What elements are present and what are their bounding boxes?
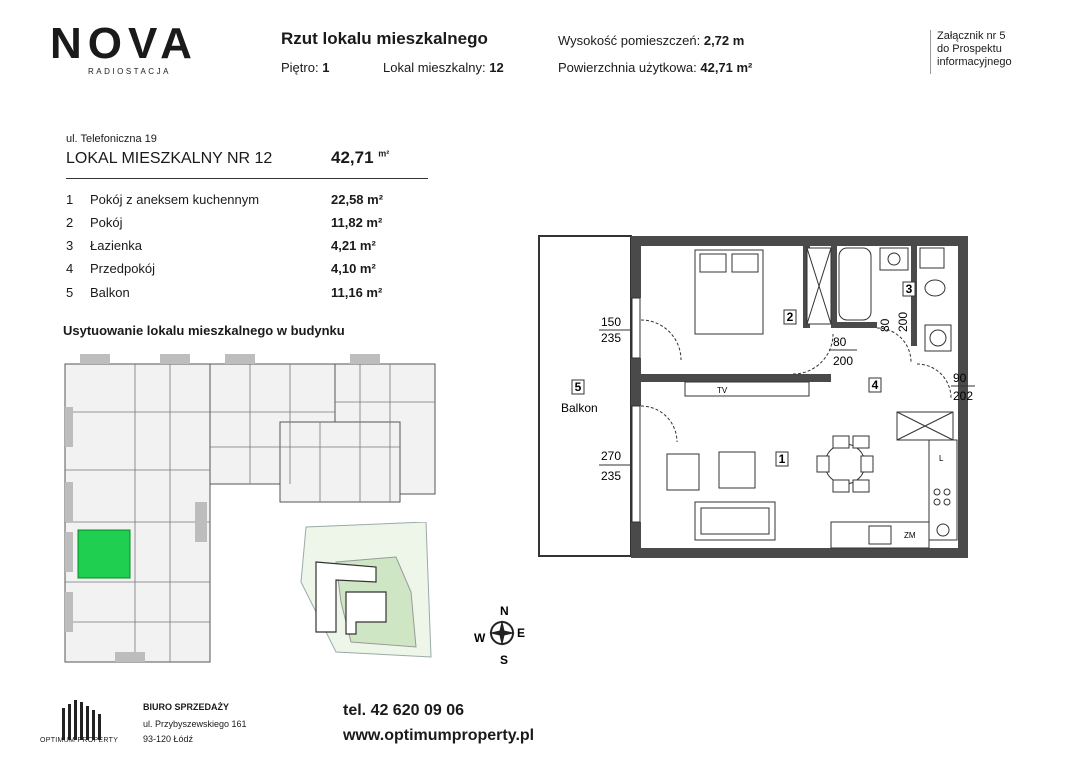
room-row: 2 Pokój 11,82 m² — [66, 215, 383, 230]
room-label-4: 4 — [871, 378, 879, 392]
floor-info: Piętro: 1 — [281, 60, 330, 75]
street-address: ul. Telefoniczna 19 — [66, 133, 157, 145]
window-dim-bottom: 235 — [601, 331, 622, 345]
entry-dim-bottom: 202 — [953, 389, 974, 403]
room-label-5: 5 — [574, 380, 582, 394]
highlighted-unit — [78, 530, 130, 578]
window-dim-top: 150 — [601, 315, 622, 329]
room-label-2: 2 — [786, 310, 794, 324]
door-dim-top: 80 — [833, 335, 847, 349]
window2-dim-top: 270 — [601, 449, 622, 463]
compass-e: E — [517, 626, 526, 640]
optimum-logo-text: OPTIMUM PROPERTY — [40, 737, 119, 744]
compass-w: W — [474, 631, 486, 645]
tv-label: TV — [717, 386, 728, 395]
bath-door-dim-bottom: 200 — [896, 311, 910, 332]
phone-number[interactable]: tel. 42 620 09 06 — [343, 702, 464, 719]
divider — [66, 178, 428, 179]
website-link[interactable]: www.optimumproperty.pl — [343, 727, 535, 744]
compass-s: S — [500, 653, 509, 667]
balcony-outline — [539, 236, 631, 556]
sales-office-address: ul. Przybyszewskiego 161 93-120 Łódź — [143, 719, 247, 744]
room-label-3: 3 — [905, 282, 913, 296]
optimum-logo-icon — [52, 700, 112, 740]
room-row: 3 Łazienka 4,21 m² — [66, 238, 376, 253]
room-row: 5 Balkon 11,16 m² — [66, 285, 383, 300]
ceiling-height-info: Wysokość pomieszczeń: 2,72 m — [558, 33, 745, 48]
window2-dim-bottom: 235 — [601, 469, 622, 483]
floor-plan — [535, 230, 975, 570]
fridge-label: L — [939, 454, 944, 463]
unit-title: LOKAL MIESZKALNY NR 12 — [66, 150, 273, 167]
page-title: Rzut lokalu mieszkalnego — [281, 29, 488, 48]
room-label-1: 1 — [778, 452, 786, 466]
entry-dim-top: 90 — [953, 371, 967, 385]
site-map — [296, 522, 438, 662]
nova-logo: NOVA — [50, 19, 198, 68]
unit-total-area: 42,71 $^{m^2}$ — [331, 148, 390, 167]
nova-logo-subtitle: RADIOSTACJA — [88, 67, 171, 76]
usable-area-info: Powierzchnia użytkowa: 42,71 m² — [558, 60, 753, 75]
bath-door-dim-top: 80 — [878, 318, 892, 332]
sales-office-title: BIURO SPRZEDAŻY — [143, 702, 230, 712]
location-section-title: Usytuowanie lokalu mieszkalnego w budynku — [63, 323, 345, 338]
door-dim-bottom: 200 — [833, 354, 854, 368]
annex-note: Załącznik nr 5 do Prospektu informacyjnego — [930, 30, 1012, 74]
washer-label: ZM — [904, 531, 916, 540]
compass — [468, 602, 532, 668]
room-row: 4 Przedpokój 4,10 m² — [66, 261, 376, 276]
unit-number-info: Lokal mieszkalny: 12 — [383, 60, 504, 75]
compass-n: N — [500, 604, 509, 618]
room-row: 1 Pokój z aneksem kuchennym 22,58 m² — [66, 192, 384, 207]
balcony-label: Balkon — [561, 401, 598, 415]
